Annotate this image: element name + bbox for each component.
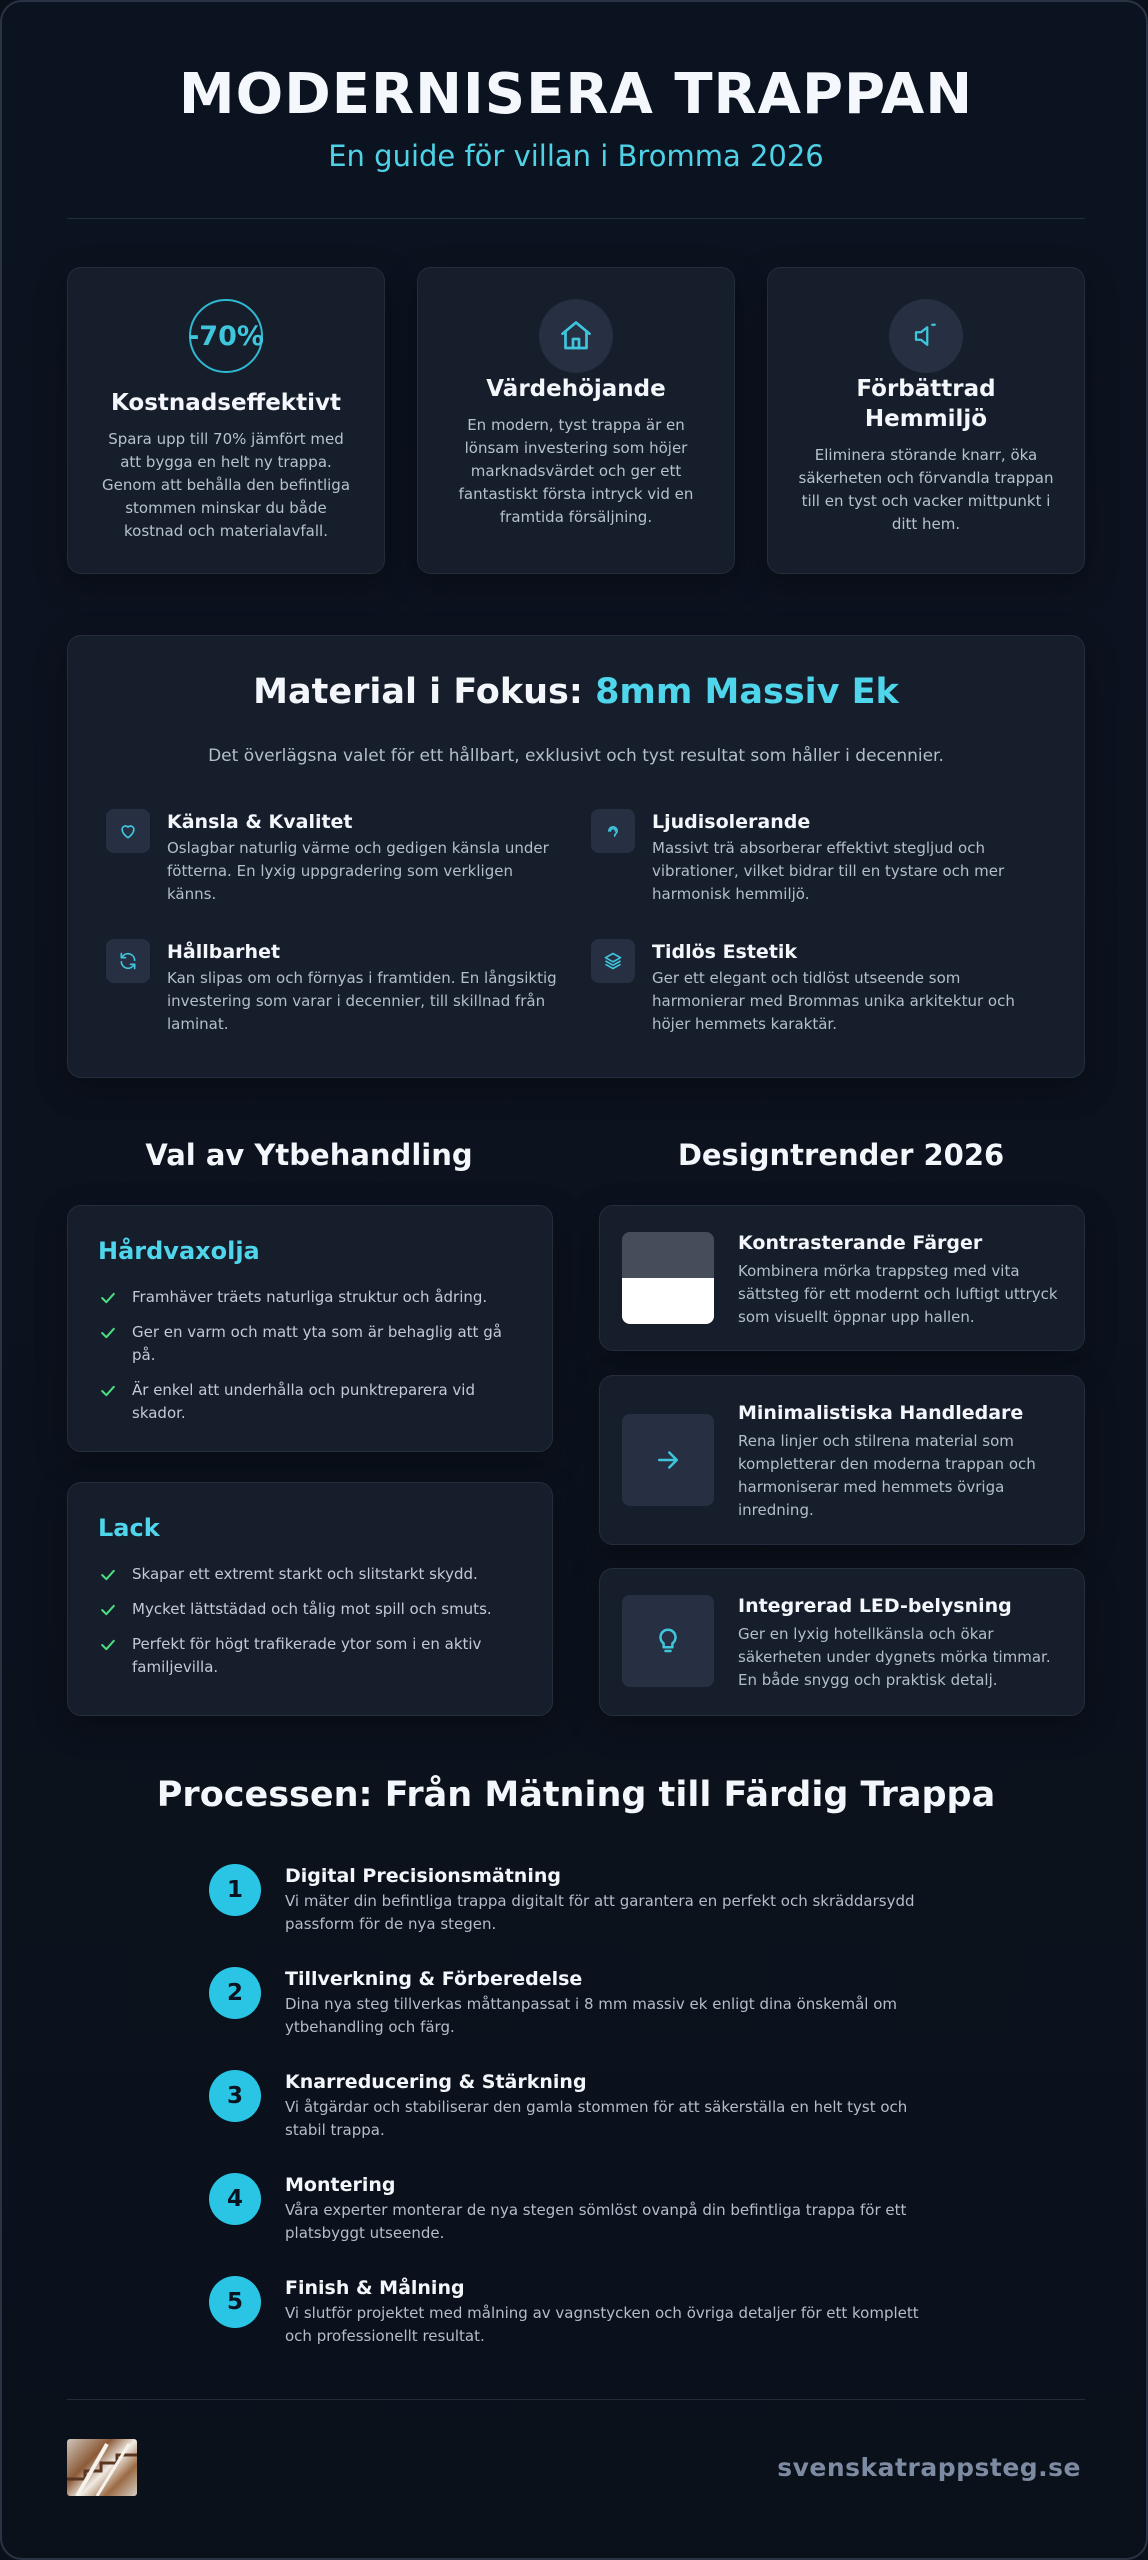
trend-title: Kontrasterande Färger: [738, 1232, 983, 1254]
step-text: Vi slutför projektet med målning av vagnstycken och övriga detaljer för ett komplett och professionellt resultat.: [285, 2304, 919, 2345]
step-title: Knarreducering & Stärkning: [285, 2071, 587, 2093]
trend-text: Ger en lyxig hotellkänsla och ökar säkerheten under dygnets mörka timmar. En både snygg och praktisk detalj.: [738, 1625, 1051, 1689]
finish-point: [98, 1598, 522, 1621]
feature-card-environment: [767, 267, 1085, 574]
site-domain[interactable]: svenskatrappsteg.se: [777, 2453, 1081, 2482]
feature-title: Förbättrad Hemmiljö: [856, 376, 996, 432]
step-text: Dina nya steg tillverkas måttanpassat i 8 mm massiv ek enligt dina önskemål om ytbehandling och färg.: [285, 1995, 898, 2036]
check-icon: [98, 1565, 118, 1585]
check-icon: [98, 1288, 118, 1308]
finish-point: [98, 1321, 522, 1367]
step-title: Finish & Målning: [285, 2277, 465, 2299]
step-title: Montering: [285, 2174, 396, 2196]
feature-badge-text: -70%: [188, 320, 264, 352]
check-icon: [98, 1600, 118, 1620]
trend-text: Kombinera mörka trappsteg med vita sättsteg för ett modernt och luftigt uttryck som visuellt öppnar upp hallen.: [738, 1262, 1058, 1326]
material-item-text: Ger ett elegant och tidlöst utseende som harmonierar med Brommas unika arkitektur och höjer hemmets karaktär.: [652, 969, 1015, 1033]
check-icon: [98, 1635, 118, 1655]
feature-title: Kostnadseffektivt: [111, 390, 341, 416]
material-title: [68, 670, 1084, 714]
ear-icon: [591, 809, 635, 853]
finish-title: Lack: [98, 1514, 160, 1542]
contrast-swatch-icon: [622, 1232, 714, 1324]
material-item-title: Känsla & Kvalitet: [167, 811, 353, 833]
material-title-prefix: Material i Fokus:: [253, 672, 596, 712]
material-item-text: Kan slipas om och förnyas i framtiden. En långsiktig investering som varar i decennier, till skillnad från laminat.: [167, 969, 557, 1033]
material-section: [67, 635, 1085, 1078]
feature-card-value: [417, 267, 735, 574]
material-intro: Det överlägsna valet för ett hållbart, exklusivt och tyst resultat som håller i decennier.: [208, 746, 944, 766]
finish-card-hardwax: [67, 1205, 553, 1452]
speaker-muted-icon: [889, 299, 963, 373]
step-number: 2: [209, 1967, 261, 2019]
finish-card-lacquer: [67, 1482, 553, 1716]
house-icon: [539, 299, 613, 373]
step-title: Digital Precisionsmätning: [285, 1865, 561, 1887]
finish-heading: Val av Ytbehandling: [145, 1138, 473, 1172]
material-item-text: Massivt trä absorberar effektivt stegljud och vibrationer, vilket bidrar till en tystare och mer harmonisk hemmiljö.: [652, 839, 1005, 903]
process-step: [209, 2276, 949, 2345]
trend-title: Integrerad LED-belysning: [738, 1595, 1012, 1617]
material-item-text: Oslagbar naturlig värme och gedigen känsla under fötterna. En lyxig uppgradering som verkligen känns.: [167, 839, 549, 903]
page-title: MODERNISERA TRAPPAN: [178, 62, 974, 127]
finish-point-text: Är enkel att underhålla och punktreparera vid skador.: [132, 1381, 475, 1422]
step-number: 4: [209, 2173, 261, 2225]
step-number: 5: [209, 2276, 261, 2328]
layers-icon: [591, 939, 635, 983]
process-step: [209, 2070, 949, 2139]
finish-point-text: Ger en varm och matt yta som är behaglig att gå på.: [132, 1323, 502, 1364]
arrow-right-icon: [622, 1414, 714, 1506]
finish-point: [98, 1286, 522, 1309]
feature-text: En modern, tyst trappa är en lönsam investering som höjer marknadsvärdet och ger ett fantastiskt första intryck vid en framtida försäljning.: [458, 416, 694, 526]
finish-point-text: Perfekt för högt trafikerade ytor som i en aktiv familjevilla.: [132, 1635, 482, 1676]
trend-card-led: [599, 1568, 1085, 1716]
lightbulb-icon: [622, 1595, 714, 1687]
heart-icon: [106, 809, 150, 853]
step-number: 1: [209, 1864, 261, 1916]
process-heading: Processen: Från Mätning till Färdig Trappa: [156, 1775, 996, 1815]
material-item-title: Tidlös Estetik: [652, 941, 798, 963]
trend-text: Rena linjer och stilrena material som kompletterar den moderna trappan och harmoniserar med hemmets övriga inredning.: [738, 1432, 1036, 1519]
footer-divider: [67, 2399, 1085, 2400]
step-number: 3: [209, 2070, 261, 2122]
refresh-icon: [106, 939, 150, 983]
feature-card-cost: [67, 267, 385, 574]
check-icon: [98, 1323, 118, 1343]
material-item-title: Hållbarhet: [167, 941, 281, 963]
percent-badge-icon: [189, 299, 263, 373]
feature-text: Eliminera störande knarr, öka säkerheten och förvandla trappan till en tyst och vacker mittpunkt i ditt hem.: [798, 446, 1054, 533]
process-step: [209, 1864, 949, 1933]
finish-point-text: Mycket lättstädad och tålig mot spill och smuts.: [132, 1600, 492, 1618]
feature-text: Spara upp till 70% jämfört med att bygga en helt ny trappa. Genom att behålla den befintliga stommen minskar du både kostnad och materialavfall.: [101, 430, 351, 540]
page-subtitle: En guide för villan i Bromma 2026: [328, 139, 824, 173]
check-icon: [98, 1381, 118, 1401]
trends-heading: Designtrender 2026: [677, 1138, 1005, 1172]
step-text: Vi åtgärdar och stabiliserar den gamla stommen för att säkerställa en helt tyst och stabil trappa.: [285, 2098, 908, 2139]
staircase-photo-logo: [67, 2439, 137, 2496]
step-title: Tillverkning & Förberedelse: [285, 1968, 583, 1990]
material-title-highlight: 8mm Massiv Ek: [595, 672, 899, 712]
material-item-title: Ljudisolerande: [652, 811, 811, 833]
trend-card-contrast: [599, 1205, 1085, 1351]
header-divider: [67, 218, 1085, 219]
feature-title: Värdehöjande: [486, 376, 666, 402]
finish-point-text: Skapar ett extremt starkt och slitstarkt skydd.: [132, 1565, 478, 1583]
step-text: Vi mäter din befintliga trappa digitalt för att garantera en perfekt och skräddarsydd passform för de nya stegen.: [285, 1892, 915, 1933]
finish-point: [98, 1563, 522, 1586]
finish-point: [98, 1379, 522, 1425]
trend-card-handrail: [599, 1375, 1085, 1545]
finish-title: Hårdvaxolja: [98, 1237, 260, 1265]
finish-point: [98, 1633, 522, 1679]
finish-point-text: Framhäver träets naturliga struktur och ådring.: [132, 1288, 488, 1306]
process-step: [209, 1967, 949, 2036]
process-step: [209, 2173, 949, 2242]
trend-title: Minimalistiska Handledare: [738, 1402, 1024, 1424]
step-text: Våra experter monterar de nya stegen sömlöst ovanpå din befintliga trappa för ett platsbyggt utseende.: [285, 2201, 907, 2242]
